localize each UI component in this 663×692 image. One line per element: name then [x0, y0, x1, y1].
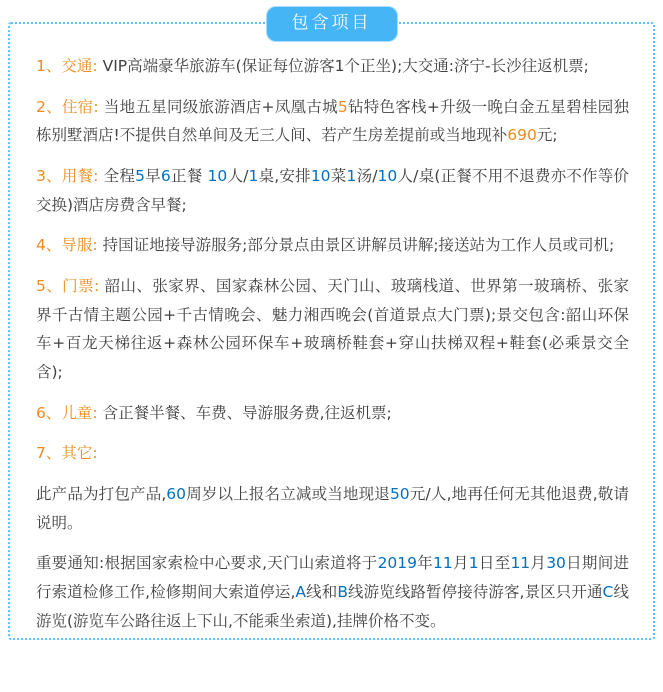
text-segment: 日至 [478, 554, 511, 573]
text-segment: 月 [530, 554, 547, 573]
item-hotel [36, 93, 629, 150]
text-segment: 日期间进行索道检修工作,检修期间大索道停运, [36, 554, 629, 602]
item-meals [36, 162, 629, 219]
item-other [36, 439, 629, 468]
text-segment: 5 [337, 97, 348, 116]
section-label: 7、其它: [36, 444, 98, 463]
text-segment: A [295, 583, 307, 602]
text-segment: 汤/ [356, 167, 378, 186]
panel-content [36, 52, 629, 630]
text-segment: 6 [160, 167, 171, 186]
text-segment: 10 [310, 167, 331, 186]
section-label: 5、门票: [36, 277, 100, 296]
text-segment: 30 [546, 554, 566, 573]
text-segment: 线游览(游览车公路往返上下山,不能乘坐索道),挂牌价格不变。 [36, 583, 629, 630]
text-segment: 10 [207, 167, 228, 186]
text-segment: 元/人,地再任何无其他退费,敬请说明。 [36, 485, 629, 532]
text-segment: 5 [135, 167, 145, 186]
text-segment: 钻特色客栈+升级一晚白金五星碧桂园独栋别墅酒店!不提供自然单间及无三人间、若产生房差提前或当地现补 [36, 97, 629, 145]
panel-title: 包含项目 [291, 13, 372, 33]
included-items-panel [8, 13, 655, 640]
text-segment: 50 [389, 485, 410, 504]
item-tickets [36, 272, 629, 387]
panel-title-badge [266, 6, 398, 42]
text-segment: 菜 [330, 167, 347, 186]
section-label: 4、导服: [36, 236, 98, 255]
text-segment: 全程 [103, 167, 136, 186]
section-label: 3、用餐: [36, 167, 99, 186]
text-segment: 11 [433, 554, 453, 573]
text-segment: 2019 [377, 554, 418, 573]
text-segment: VIP高端豪华旅游车(保证每位游客1个正坐);大交通:济宁-长沙往返机票; [102, 57, 589, 75]
text-segment: 10 [377, 167, 398, 186]
other-detail [36, 480, 629, 537]
text-segment: 年 [417, 554, 434, 573]
text-segment: 当地五星同级旅游酒店+凤凰古城 [103, 97, 338, 116]
text-segment: 690 [507, 126, 537, 145]
item-children [36, 399, 629, 428]
text-segment: 此产品为打包产品, [36, 485, 167, 504]
text-segment: B [337, 583, 348, 602]
text-segment: 正餐 [170, 167, 208, 186]
important-notice [36, 549, 629, 630]
text-segment: 人/ [227, 167, 249, 186]
text-segment: 重要通知:根据国家索检中心要求,天门山索道将于 [36, 554, 378, 573]
text-segment: 1 [468, 554, 479, 573]
section-label: 2、住宿: [36, 97, 99, 116]
text-segment: 1 [346, 167, 357, 186]
text-segment: 线和 [306, 583, 338, 602]
text-segment: C [602, 583, 614, 602]
text-segment: 桌,安排 [258, 167, 311, 186]
section-label: 1、交通: [36, 57, 98, 75]
text-segment: 元; [536, 126, 558, 145]
item-transport [36, 52, 629, 81]
text-segment: 含正餐半餐、车费、导游服务费,往返机票; [102, 403, 392, 422]
text-segment: 人/桌(正餐不用不退费亦不作等价交换)酒店房费含早餐; [36, 167, 629, 214]
text-segment: 60 [166, 485, 187, 504]
section-label: 6、儿童: [36, 403, 98, 422]
text-segment: 持国证地接导游服务;部分景点由景区讲解员讲解;接送站为工作人员或司机; [102, 236, 615, 255]
text-segment: 月 [452, 554, 469, 573]
text-segment: 1 [248, 167, 259, 186]
text-segment: 11 [510, 554, 531, 573]
text-segment: 线游览线路暂停接待游客,景区只开通 [347, 583, 603, 602]
item-guide [36, 231, 629, 260]
text-segment: 早 [144, 167, 161, 186]
text-segment: 周岁以上报名立减或当地现退 [186, 485, 390, 504]
text-segment: 韶山、张家界、国家森林公园、天门山、玻璃栈道、世界第一玻璃桥、张家界千古情主题公园+千古情晚会、魅力湘西晚会(首道景点大门票);景交包含:韶山环保车+百龙天梯往返+森林公园环保车+玻璃桥鞋套+穿山扶梯双程+鞋套(必乘景交全含); [36, 277, 629, 382]
